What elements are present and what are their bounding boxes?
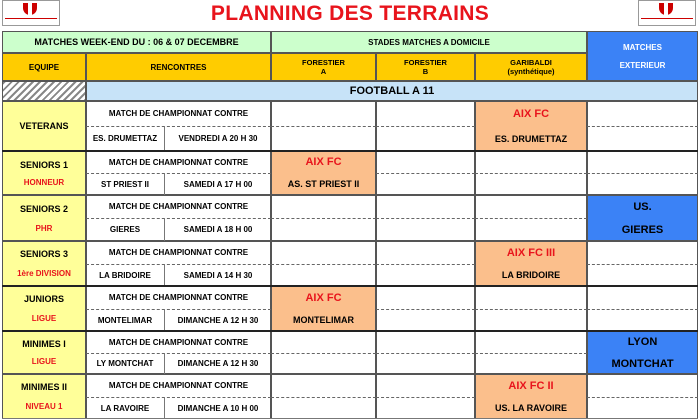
venue-home: AIX FC II <box>508 379 554 392</box>
section-hatch <box>2 81 86 101</box>
match-time: VENDREDI A 20 H 30 <box>178 134 258 143</box>
match-type: MATCH DE CHAMPIONNAT CONTRE <box>108 293 249 302</box>
venue-away: ES. DRUMETTAZ <box>494 133 568 144</box>
team-cell <box>2 195 86 241</box>
venue-home: AIX FC <box>305 156 342 168</box>
team-name: SENIORS 2 <box>19 203 68 214</box>
match-type: MATCH DE CHAMPIONNAT CONTRE <box>108 109 249 118</box>
page-title: PLANNING DES TERRAINS <box>210 2 490 25</box>
team-cell <box>2 151 86 195</box>
club-logo-left <box>2 0 60 26</box>
opponent-name: LA RAVOIRE <box>100 403 150 413</box>
group-separator <box>2 285 698 287</box>
match-time: SAMEDI A 18 H 00 <box>183 225 253 234</box>
group-separator <box>2 150 698 152</box>
team-cell <box>2 101 86 151</box>
match-time: SAMEDI A 17 H 00 <box>183 179 253 189</box>
venue-divider <box>587 309 698 310</box>
venue-divider <box>376 353 475 354</box>
match-type: MATCH DE CHAMPIONNAT CONTRE <box>108 337 249 347</box>
venue-divider <box>271 218 376 219</box>
opponent-name: ST PRIEST II <box>100 179 149 189</box>
team-cell <box>2 241 86 286</box>
exterieur-line2: EXTERIEUR <box>619 60 666 70</box>
venue-divider <box>587 126 698 127</box>
venue-home: US. <box>633 200 652 213</box>
venue-divider <box>271 353 376 354</box>
venue-divider <box>475 173 587 174</box>
team-level: HONNEUR <box>23 177 65 187</box>
opponent-name: LA BRIDOIRE <box>99 270 151 280</box>
venue-home: LYON <box>627 336 658 348</box>
club-logo-right <box>638 0 696 26</box>
opponent-name: ES. DRUMETTAZ <box>92 134 158 143</box>
venue-divider <box>376 126 475 127</box>
venue-divider <box>376 264 475 265</box>
venue-divider <box>376 397 475 398</box>
venue-divider <box>376 218 475 219</box>
team-level: NIVEAU 1 <box>25 402 63 411</box>
venue-away: MONTCHAT <box>611 357 674 370</box>
venue-divider <box>587 264 698 265</box>
venue-home: AIX FC III <box>506 246 556 259</box>
rencontres-header: RENCONTRES <box>86 53 271 81</box>
garibaldi-header: GARIBALDI (synthétique) <box>475 53 587 81</box>
venue-away: MONTELIMAR <box>293 315 354 325</box>
venue-away: US. LA RAVOIRE <box>494 403 567 413</box>
match-time: DIMANCHE A 10 H 00 <box>177 403 259 413</box>
match-type: MATCH DE CHAMPIONNAT CONTRE <box>108 248 249 257</box>
team-name: JUNIORS <box>23 294 64 304</box>
weekend-header: MATCHES WEEK-END DU : 06 & 07 DECEMBRE <box>2 31 271 53</box>
match-time: DIMANCHE A 12 H 30 <box>177 359 259 368</box>
exterieur-line1: MATCHES <box>623 42 662 52</box>
venue-divider <box>271 126 376 127</box>
venue-divider <box>376 173 475 174</box>
team-level: LIGUE <box>31 314 57 323</box>
venue-away: GIERES <box>621 223 664 236</box>
venue-divider <box>376 309 475 310</box>
team-level: 1ère DIVISION <box>17 269 71 278</box>
table-bottom-border <box>2 418 698 419</box>
venue-divider <box>587 173 698 174</box>
stades-header: STADES MATCHES A DOMICILE <box>271 31 587 53</box>
venue-divider <box>475 309 587 310</box>
group-separator <box>2 330 698 332</box>
team-level: PHR <box>35 223 53 233</box>
venue-divider <box>271 264 376 265</box>
team-name: MINIMES I <box>22 339 66 349</box>
venue-home: AIX FC <box>305 291 342 304</box>
opponent-name: LY MONTCHAT <box>96 359 154 368</box>
team-cell <box>2 286 86 331</box>
team-cell <box>2 331 86 374</box>
match-type: MATCH DE CHAMPIONNAT CONTRE <box>108 202 249 211</box>
venue-divider <box>271 397 376 398</box>
match-time: SAMEDI A 14 H 30 <box>183 270 253 280</box>
opponent-name: MONTELIMAR <box>97 315 153 325</box>
team-level: LIGUE <box>31 357 57 366</box>
team-name: SENIORS 3 <box>19 249 68 259</box>
forestier-b-header: FORESTIER B <box>376 53 475 81</box>
team-cell <box>2 374 86 419</box>
match-type: MATCH DE CHAMPIONNAT CONTRE <box>108 381 249 390</box>
section-football-11: FOOTBALL A 11 <box>86 81 698 101</box>
exterieur-header <box>587 31 698 81</box>
equipe-header: EQUIPE <box>2 53 86 81</box>
venue-home: AIX FC <box>512 107 550 120</box>
match-time: DIMANCHE A 12 H 30 <box>177 315 259 325</box>
match-type: MATCH DE CHAMPIONNAT CONTRE <box>108 157 249 167</box>
forestier-a-header: FORESTIER A <box>271 53 376 81</box>
venue-divider <box>475 353 587 354</box>
venue-away: AS. ST PRIEST II <box>287 179 360 189</box>
team-name: VETERANS <box>19 121 69 131</box>
opponent-name: GIERES <box>109 225 141 234</box>
venue-divider <box>475 218 587 219</box>
team-name: SENIORS 1 <box>19 159 68 170</box>
team-name: MINIMES II <box>20 382 67 392</box>
venue-divider <box>587 397 698 398</box>
venue-away: LA BRIDOIRE <box>501 270 561 280</box>
